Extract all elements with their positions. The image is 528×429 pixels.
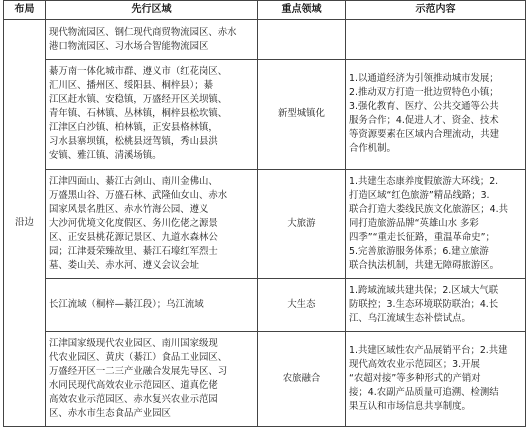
- header-layout: 布局: [4, 1, 46, 20]
- focus-cell: [258, 20, 346, 60]
- area-cell: 綦万南一体化城市群、遵义市（红花岗区、 汇川区、播州区、绥阳县、桐梓县）；綦 江区赶水镇、安稳镇，万盛经开区关坝镇、 青年镇、石林镇、丛林镇，桐梓县松坎镇、 江津区白沙镇、柏林镇，正安县格林镇， 习水县寨坝镇，松桃县迓驾镇，秀山县洪 安镇、雅江镇、清溪场镇。: [46, 60, 258, 170]
- focus-cell: 新型城镇化: [258, 60, 346, 170]
- demo-cell: 1.共建生态康养度假旅游大环线；2. 打造区域“红色旅游”精品线路；3. 联合打造大娄线民族文化旅游区；4.共 同打造旅游品牌“英雄山水 多彩 四季”“重走长征路，重温革命史”； 5.完善旅游服务体系；6.建立旅游 联合执法机制，共建无障碍旅游区。: [346, 169, 526, 279]
- area-cell: 江津四面山、綦江古剑山、南川金佛山、 万盛黑山谷、万盛石林、武隆仙女山、赤水 国家风景名胜区、赤水竹海公园、遵义 大沙河优境文化度假区、务川仡佬之源景 区、正安县桃花源记景区、九道水森林公 园；江津聂荣臻故里、綦江石壕红军烈士 墓、娄山关、赤水河、遵义会议会址: [46, 169, 258, 279]
- header-demo-content: 示范内容: [346, 1, 526, 20]
- focus-cell: 大生态: [258, 279, 346, 332]
- category-cell: 沿边: [4, 20, 46, 427]
- table-row: [4, 169, 526, 279]
- demo-cell: 1.共建区域性农产品展销平台；2.共建 现代高效农业示范园区；3.开展 “农超对接”等多种形式的产销对 接；4.农副产品质量可追溯、检测结 果互认和市场信息共享制度。: [346, 332, 526, 427]
- demo-cell: 1.以通道经济为引领推动城市发展； 2.推动双方打造一批边贸特色小镇； 3.强化教育、医疗、公共交通等公共 服务合作；4.促进人才、资金、技术 等资源要素在区域内合理流动，共建 合作机制。: [346, 60, 526, 170]
- demonstration-table: [3, 0, 526, 427]
- area-cell: 长江流域（桐梓—綦江段）；乌江流域: [46, 279, 258, 332]
- table-row: [4, 20, 526, 60]
- demo-cell: 1.跨域流域共建共保；2.区域大气联 防联控；3.生态环境联防联治；4.长 江、乌江流域生态补偿试点。: [346, 279, 526, 332]
- focus-cell: 农旅融合: [258, 332, 346, 427]
- focus-cell: 大旅游: [258, 169, 346, 279]
- table-row: [4, 332, 526, 427]
- area-cell: 现代物流园区、钢仁现代商贸物流园区、赤水 港口物流园区、习水场合智能物流园区: [46, 20, 258, 60]
- header-row: [4, 1, 526, 20]
- table-row: [4, 279, 526, 332]
- area-cell: 江津国家级现代农业园区、南川国家级现 代农业园区、黄庆（綦江）食品工业园区、 万盛经开区一二三产业融合发展先导区、习 水同民现代高效农业示范园区、道真仡佬 高效农业示范园区、赤水复兴农业示范园 区、赤水市生态食品产业园区: [46, 332, 258, 427]
- demo-cell: [346, 20, 526, 60]
- header-key-field: 重点领域: [258, 1, 346, 20]
- table-row: [4, 60, 526, 170]
- header-pilot-area: 先行区域: [46, 1, 258, 20]
